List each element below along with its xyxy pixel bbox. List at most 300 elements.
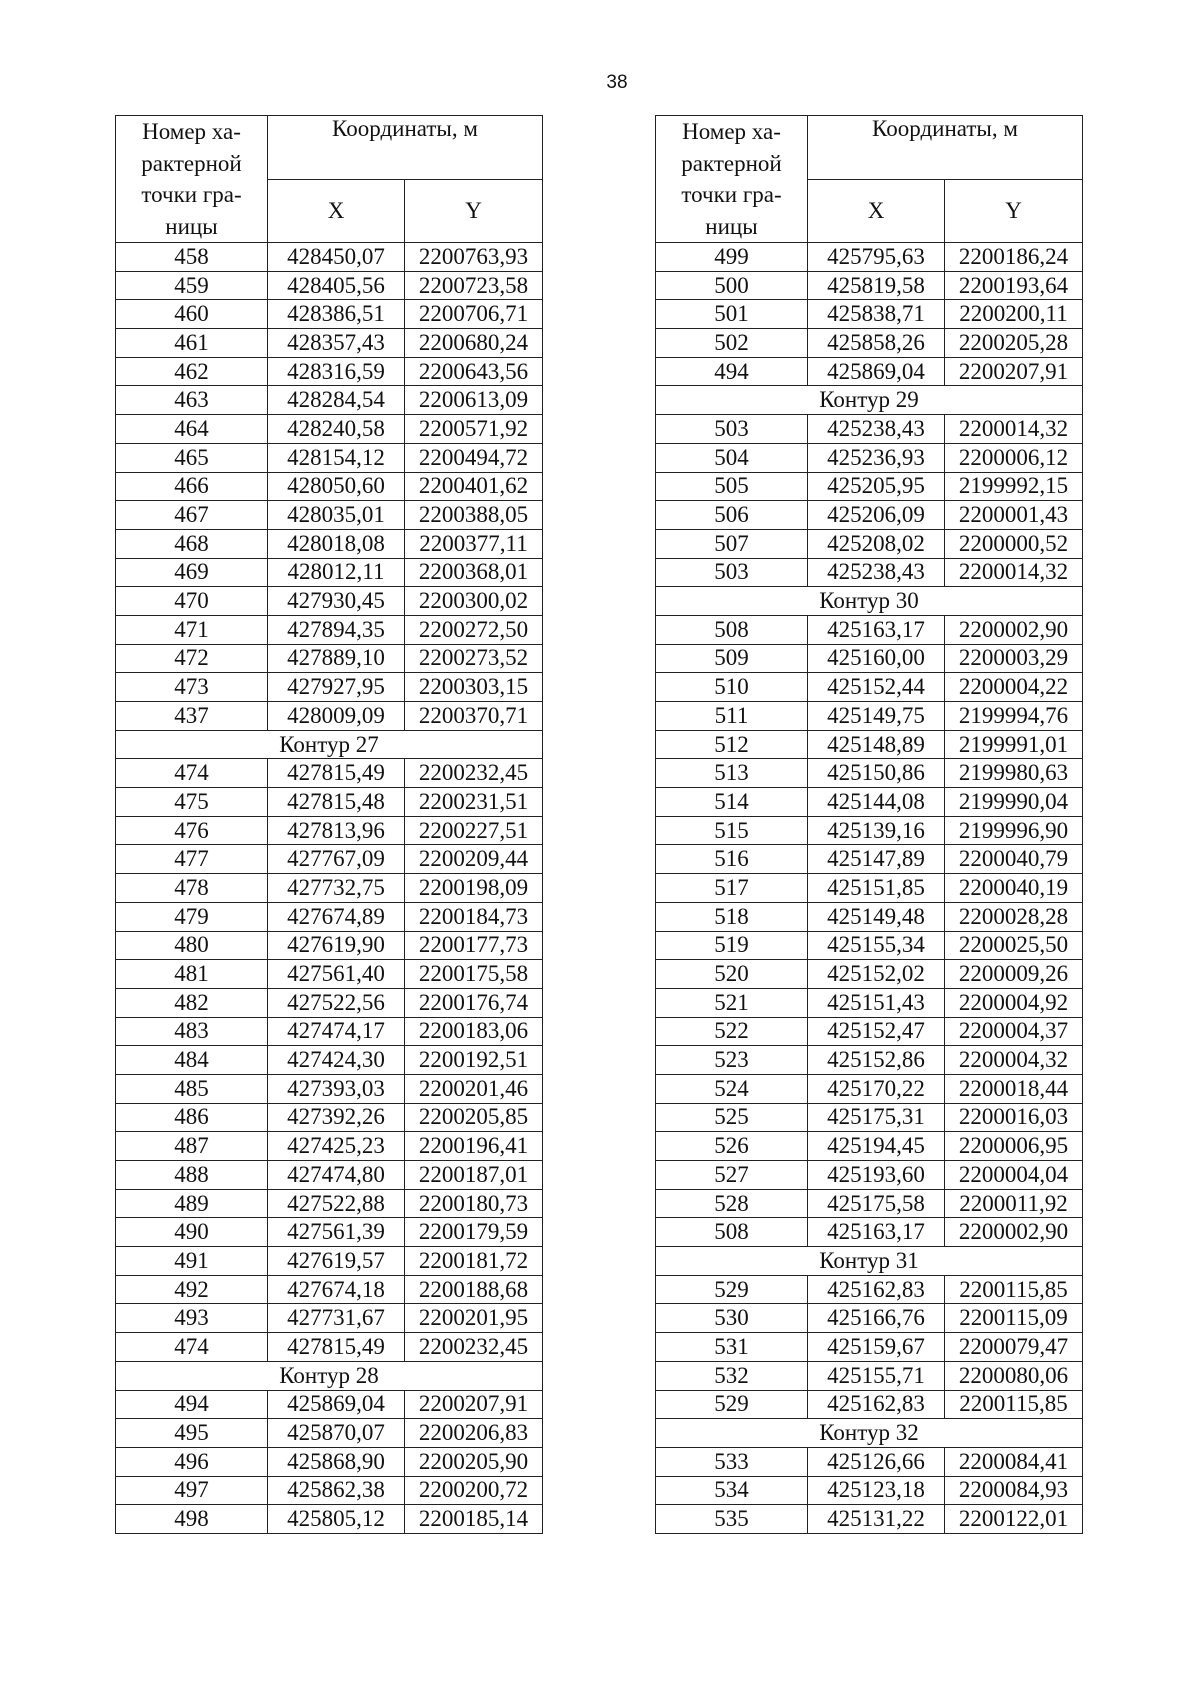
x-coordinate-cell: 428405,56 [268, 271, 405, 300]
x-coordinate-cell: 425163,17 [808, 615, 945, 644]
table-row [116, 443, 543, 472]
point-number-cell: 531 [656, 1333, 808, 1362]
x-coordinate-cell: 425148,89 [808, 730, 945, 759]
x-coordinate-cell: 425123,18 [808, 1476, 945, 1505]
y-coordinate-cell: 2200184,73 [405, 902, 543, 931]
x-coordinate-cell: 428035,01 [268, 501, 405, 530]
x-coordinate-cell: 428284,54 [268, 386, 405, 415]
y-coordinate-cell: 2200018,44 [945, 1074, 1083, 1103]
y-coordinate-cell: 2200272,50 [405, 615, 543, 644]
y-coordinate-cell: 2200002,90 [945, 615, 1083, 644]
contour-row [116, 1361, 543, 1390]
point-header-line: точки гра- [681, 182, 782, 207]
y-coordinate-cell: 2200115,85 [945, 1275, 1083, 1304]
table-row [656, 1218, 1083, 1247]
x-coordinate-cell: 425238,43 [808, 415, 945, 444]
y-coordinate-cell: 2200201,95 [405, 1304, 543, 1333]
table-row [116, 759, 543, 788]
x-coordinate-cell: 425149,48 [808, 902, 945, 931]
y-coordinate-cell: 2200188,68 [405, 1275, 543, 1304]
y-coordinate-cell: 2200080,06 [945, 1361, 1083, 1390]
point-number-cell: 494 [656, 357, 808, 386]
table-row [656, 1132, 1083, 1161]
point-number-cell: 513 [656, 759, 808, 788]
x-coordinate-cell: 428316,59 [268, 357, 405, 386]
y-coordinate-cell: 2200084,93 [945, 1476, 1083, 1505]
x-coordinate-cell: 425858,26 [808, 329, 945, 358]
contour-row [116, 730, 543, 759]
x-coordinate-cell: 425151,43 [808, 988, 945, 1017]
table-row [656, 702, 1083, 731]
point-number-cell: 534 [656, 1476, 808, 1505]
point-number-cell: 507 [656, 529, 808, 558]
table-row [656, 300, 1083, 329]
x-coordinate-cell: 428240,58 [268, 415, 405, 444]
y-coordinate-cell: 2199992,15 [945, 472, 1083, 501]
table-row [116, 931, 543, 960]
table-row [116, 1333, 543, 1362]
table-row [116, 1419, 543, 1448]
point-number-cell: 509 [656, 644, 808, 673]
point-number-cell: 469 [116, 558, 268, 587]
y-coordinate-cell: 2200303,15 [405, 673, 543, 702]
contour-label: Контур 29 [656, 386, 1083, 415]
point-number-header [116, 116, 268, 243]
point-number-cell: 470 [116, 587, 268, 616]
point-number-cell: 482 [116, 988, 268, 1017]
point-number-cell: 476 [116, 816, 268, 845]
y-coordinate-cell: 2200206,83 [405, 1419, 543, 1448]
y-coordinate-cell: 2200040,79 [945, 845, 1083, 874]
y-coordinate-cell: 2200185,14 [405, 1505, 543, 1534]
x-header: X [268, 179, 405, 243]
table-row [656, 443, 1083, 472]
point-number-cell: 493 [116, 1304, 268, 1333]
point-header-line: ницы [705, 213, 758, 239]
x-coordinate-cell: 428018,08 [268, 529, 405, 558]
table-row [656, 1046, 1083, 1075]
table-row [116, 1017, 543, 1046]
point-number-cell: 522 [656, 1017, 808, 1046]
x-coordinate-cell: 428012,11 [268, 558, 405, 587]
x-coordinate-cell: 427813,96 [268, 816, 405, 845]
point-header-line: Номер ха- [142, 119, 241, 144]
point-number-cell: 498 [116, 1505, 268, 1534]
point-number-cell: 487 [116, 1132, 268, 1161]
x-coordinate-cell: 425862,38 [268, 1476, 405, 1505]
point-number-cell: 485 [116, 1074, 268, 1103]
x-coordinate-cell: 425144,08 [808, 788, 945, 817]
table-row [116, 1304, 543, 1333]
y-coordinate-cell: 2200196,41 [405, 1132, 543, 1161]
y-coordinate-cell: 2200388,05 [405, 501, 543, 530]
point-number-cell: 528 [656, 1189, 808, 1218]
point-number-cell: 472 [116, 644, 268, 673]
point-number-cell: 481 [116, 960, 268, 989]
table-row [116, 587, 543, 616]
x-coordinate-cell: 425838,71 [808, 300, 945, 329]
contour-label: Контур 31 [656, 1247, 1083, 1276]
point-number-cell: 516 [656, 845, 808, 874]
table-row [656, 1161, 1083, 1190]
table-row [656, 1333, 1083, 1362]
table-row [656, 874, 1083, 903]
contour-label: Контур 27 [116, 730, 543, 759]
x-coordinate-cell: 427424,30 [268, 1046, 405, 1075]
y-coordinate-cell: 2200232,45 [405, 1333, 543, 1362]
y-coordinate-cell: 2200016,03 [945, 1103, 1083, 1132]
coordinates-table-left [115, 115, 543, 1534]
x-coordinate-cell: 427674,18 [268, 1275, 405, 1304]
point-number-cell: 461 [116, 329, 268, 358]
x-coordinate-cell: 425139,16 [808, 816, 945, 845]
point-number-cell: 474 [116, 759, 268, 788]
table-row [116, 415, 543, 444]
y-coordinate-cell: 2200273,52 [405, 644, 543, 673]
table-row [656, 988, 1083, 1017]
x-coordinate-cell: 425152,44 [808, 673, 945, 702]
point-number-cell: 477 [116, 845, 268, 874]
x-coordinate-cell: 425162,83 [808, 1390, 945, 1419]
x-coordinate-cell: 427561,39 [268, 1218, 405, 1247]
point-number-cell: 529 [656, 1275, 808, 1304]
y-coordinate-cell: 2200494,72 [405, 443, 543, 472]
point-number-cell: 495 [116, 1419, 268, 1448]
y-coordinate-cell: 2200205,28 [945, 329, 1083, 358]
point-number-cell: 479 [116, 902, 268, 931]
point-number-cell: 530 [656, 1304, 808, 1333]
point-number-cell: 490 [116, 1218, 268, 1247]
x-header: X [808, 179, 945, 243]
x-coordinate-cell: 425162,83 [808, 1275, 945, 1304]
table-row [656, 1304, 1083, 1333]
x-coordinate-cell: 425166,76 [808, 1304, 945, 1333]
page-number: 38 [606, 72, 628, 93]
table-row [656, 960, 1083, 989]
y-coordinate-cell: 2199996,90 [945, 816, 1083, 845]
x-coordinate-cell: 425869,04 [808, 357, 945, 386]
x-coordinate-cell: 425155,34 [808, 931, 945, 960]
table-row [656, 329, 1083, 358]
y-coordinate-cell: 2200193,64 [945, 271, 1083, 300]
point-number-cell: 515 [656, 816, 808, 845]
table-row [116, 874, 543, 903]
table-row [656, 1275, 1083, 1304]
contour-row [656, 386, 1083, 415]
y-coordinate-cell: 2200084,41 [945, 1447, 1083, 1476]
y-coordinate-cell: 2200571,92 [405, 415, 543, 444]
table-row [656, 472, 1083, 501]
x-coordinate-cell: 425206,09 [808, 501, 945, 530]
y-coordinate-cell: 2200179,59 [405, 1218, 543, 1247]
y-coordinate-cell: 2200115,85 [945, 1390, 1083, 1419]
x-coordinate-cell: 427619,57 [268, 1247, 405, 1276]
y-coordinate-cell: 2200183,06 [405, 1017, 543, 1046]
table-body [656, 243, 1083, 1534]
coordinates-header: Координаты, м [268, 116, 543, 180]
x-coordinate-cell: 425155,71 [808, 1361, 945, 1390]
table-row [116, 386, 543, 415]
point-number-cell: 503 [656, 415, 808, 444]
x-coordinate-cell: 427732,75 [268, 874, 405, 903]
y-coordinate-cell: 2200201,46 [405, 1074, 543, 1103]
point-number-cell: 491 [116, 1247, 268, 1276]
table-row [656, 1361, 1083, 1390]
table-row [656, 243, 1083, 272]
y-coordinate-cell: 2200227,51 [405, 816, 543, 845]
table-row [116, 300, 543, 329]
contour-row [656, 587, 1083, 616]
point-number-header [656, 116, 808, 243]
y-coordinate-cell: 2200014,32 [945, 558, 1083, 587]
table-row [116, 673, 543, 702]
point-number-cell: 533 [656, 1447, 808, 1476]
y-coordinate-cell: 2200207,91 [945, 357, 1083, 386]
point-number-cell: 460 [116, 300, 268, 329]
y-coordinate-cell: 2200002,90 [945, 1218, 1083, 1247]
x-coordinate-cell: 427815,49 [268, 759, 405, 788]
contour-row [656, 1247, 1083, 1276]
table-row [656, 673, 1083, 702]
x-coordinate-cell: 425160,00 [808, 644, 945, 673]
y-coordinate-cell: 2200000,52 [945, 529, 1083, 558]
point-number-cell: 492 [116, 1275, 268, 1304]
table-row [656, 845, 1083, 874]
table-row [116, 816, 543, 845]
x-coordinate-cell: 425868,90 [268, 1447, 405, 1476]
table-row [116, 1189, 543, 1218]
table-row [116, 1218, 543, 1247]
point-header-line: рактерной [141, 150, 242, 176]
point-number-cell: 518 [656, 902, 808, 931]
y-coordinate-cell: 2200377,11 [405, 529, 543, 558]
x-coordinate-cell: 427619,90 [268, 931, 405, 960]
table-row [656, 1074, 1083, 1103]
y-coordinate-cell: 2200200,72 [405, 1476, 543, 1505]
table-row [656, 1017, 1083, 1046]
point-number-cell: 465 [116, 443, 268, 472]
table-row [116, 960, 543, 989]
x-coordinate-cell: 428357,43 [268, 329, 405, 358]
x-coordinate-cell: 427561,40 [268, 960, 405, 989]
table-row [116, 329, 543, 358]
y-coordinate-cell: 2200763,93 [405, 243, 543, 272]
point-number-cell: 527 [656, 1161, 808, 1190]
x-coordinate-cell: 427392,26 [268, 1103, 405, 1132]
point-number-cell: 471 [116, 615, 268, 644]
x-coordinate-cell: 425126,66 [808, 1447, 945, 1476]
table-row [116, 472, 543, 501]
point-number-cell: 483 [116, 1017, 268, 1046]
y-coordinate-cell: 2200006,12 [945, 443, 1083, 472]
point-number-cell: 488 [116, 1161, 268, 1190]
y-coordinate-cell: 2200187,01 [405, 1161, 543, 1190]
x-coordinate-cell: 425152,02 [808, 960, 945, 989]
x-coordinate-cell: 425152,47 [808, 1017, 945, 1046]
x-coordinate-cell: 425159,67 [808, 1333, 945, 1362]
point-number-cell: 519 [656, 931, 808, 960]
y-coordinate-cell: 2200723,58 [405, 271, 543, 300]
point-number-cell: 512 [656, 730, 808, 759]
x-coordinate-cell: 425208,02 [808, 529, 945, 558]
y-coordinate-cell: 2200613,09 [405, 386, 543, 415]
point-number-cell: 497 [116, 1476, 268, 1505]
point-number-cell: 478 [116, 874, 268, 903]
y-header: Y [405, 179, 543, 243]
table-row [116, 1103, 543, 1132]
x-coordinate-cell: 427474,17 [268, 1017, 405, 1046]
x-coordinate-cell: 427894,35 [268, 615, 405, 644]
y-coordinate-cell: 2200011,92 [945, 1189, 1083, 1218]
point-number-cell: 459 [116, 271, 268, 300]
table-row [656, 902, 1083, 931]
y-header: Y [945, 179, 1083, 243]
y-coordinate-cell: 2200004,22 [945, 673, 1083, 702]
table-row [116, 902, 543, 931]
point-number-cell: 501 [656, 300, 808, 329]
x-coordinate-cell: 425870,07 [268, 1419, 405, 1448]
point-number-cell: 489 [116, 1189, 268, 1218]
table-row [116, 1132, 543, 1161]
table-row [656, 271, 1083, 300]
table-row [656, 1476, 1083, 1505]
y-coordinate-cell: 2200192,51 [405, 1046, 543, 1075]
y-coordinate-cell: 2200209,44 [405, 845, 543, 874]
table-row [116, 243, 543, 272]
table-row [116, 702, 543, 731]
point-number-cell: 508 [656, 1218, 808, 1247]
y-coordinate-cell: 2200001,43 [945, 501, 1083, 530]
point-number-cell: 486 [116, 1103, 268, 1132]
table-row [656, 357, 1083, 386]
point-header-line: Номер ха- [682, 119, 781, 144]
point-number-cell: 484 [116, 1046, 268, 1075]
point-number-cell: 458 [116, 243, 268, 272]
table-row [116, 558, 543, 587]
point-header-line: рактерной [681, 150, 782, 176]
table-row [656, 730, 1083, 759]
table-row [116, 1476, 543, 1505]
y-coordinate-cell: 2200004,92 [945, 988, 1083, 1017]
point-number-cell: 494 [116, 1390, 268, 1419]
y-coordinate-cell: 2200175,58 [405, 960, 543, 989]
x-coordinate-cell: 425795,63 [808, 243, 945, 272]
point-number-cell: 474 [116, 1333, 268, 1362]
point-number-cell: 514 [656, 788, 808, 817]
table-row [656, 1505, 1083, 1534]
x-coordinate-cell: 425175,31 [808, 1103, 945, 1132]
point-number-cell: 466 [116, 472, 268, 501]
table-row [116, 529, 543, 558]
point-number-cell: 467 [116, 501, 268, 530]
table-row [116, 845, 543, 874]
point-number-cell: 511 [656, 702, 808, 731]
y-coordinate-cell: 2200181,72 [405, 1247, 543, 1276]
y-coordinate-cell: 2200368,01 [405, 558, 543, 587]
table-row [116, 357, 543, 386]
table-row [656, 501, 1083, 530]
table-row [116, 644, 543, 673]
y-coordinate-cell: 2200004,04 [945, 1161, 1083, 1190]
x-coordinate-cell: 425193,60 [808, 1161, 945, 1190]
point-header-line: точки гра- [141, 182, 242, 207]
contour-label: Контур 32 [656, 1419, 1083, 1448]
table-row [656, 615, 1083, 644]
x-coordinate-cell: 425170,22 [808, 1074, 945, 1103]
point-number-cell: 535 [656, 1505, 808, 1534]
x-coordinate-cell: 427815,49 [268, 1333, 405, 1362]
point-number-cell: 510 [656, 673, 808, 702]
y-coordinate-cell: 2200003,29 [945, 644, 1083, 673]
y-coordinate-cell: 2199990,04 [945, 788, 1083, 817]
point-number-cell: 468 [116, 529, 268, 558]
point-number-cell: 532 [656, 1361, 808, 1390]
contour-label: Контур 30 [656, 587, 1083, 616]
y-coordinate-cell: 2200231,51 [405, 788, 543, 817]
table-row [116, 501, 543, 530]
table-row [116, 1447, 543, 1476]
point-number-cell: 499 [656, 243, 808, 272]
table-row [116, 615, 543, 644]
y-coordinate-cell: 2200177,73 [405, 931, 543, 960]
point-number-cell: 520 [656, 960, 808, 989]
y-coordinate-cell: 2200370,71 [405, 702, 543, 731]
x-coordinate-cell: 427425,23 [268, 1132, 405, 1161]
y-coordinate-cell: 2200198,09 [405, 874, 543, 903]
y-coordinate-cell: 2200014,32 [945, 415, 1083, 444]
y-coordinate-cell: 2200401,62 [405, 472, 543, 501]
x-coordinate-cell: 425152,86 [808, 1046, 945, 1075]
point-number-cell: 437 [116, 702, 268, 731]
table-row [656, 1447, 1083, 1476]
x-coordinate-cell: 427930,45 [268, 587, 405, 616]
point-number-cell: 508 [656, 615, 808, 644]
contour-label: Контур 28 [116, 1361, 543, 1390]
y-coordinate-cell: 2200205,85 [405, 1103, 543, 1132]
point-number-cell: 526 [656, 1132, 808, 1161]
x-coordinate-cell: 427767,09 [268, 845, 405, 874]
table-body [116, 243, 543, 1534]
y-coordinate-cell: 2200207,91 [405, 1390, 543, 1419]
table-row [656, 415, 1083, 444]
table-row [116, 1074, 543, 1103]
table-row [656, 1390, 1083, 1419]
x-coordinate-cell: 425805,12 [268, 1505, 405, 1534]
point-number-cell: 521 [656, 988, 808, 1017]
x-coordinate-cell: 425149,75 [808, 702, 945, 731]
x-coordinate-cell: 428009,09 [268, 702, 405, 731]
y-coordinate-cell: 2199991,01 [945, 730, 1083, 759]
y-coordinate-cell: 2200079,47 [945, 1333, 1083, 1362]
y-coordinate-cell: 2200122,01 [945, 1505, 1083, 1534]
coordinates-header: Координаты, м [808, 116, 1083, 180]
x-coordinate-cell: 425238,43 [808, 558, 945, 587]
contour-row [656, 1419, 1083, 1448]
y-coordinate-cell: 2200004,37 [945, 1017, 1083, 1046]
x-coordinate-cell: 425151,85 [808, 874, 945, 903]
table-row [656, 1103, 1083, 1132]
point-number-cell: 480 [116, 931, 268, 960]
point-number-cell: 496 [116, 1447, 268, 1476]
table-row [116, 1046, 543, 1075]
table-row [116, 1275, 543, 1304]
point-header-line: ницы [165, 213, 218, 239]
point-number-cell: 462 [116, 357, 268, 386]
y-coordinate-cell: 2200300,02 [405, 587, 543, 616]
x-coordinate-cell: 427889,10 [268, 644, 405, 673]
point-number-cell: 529 [656, 1390, 808, 1419]
point-number-cell: 505 [656, 472, 808, 501]
